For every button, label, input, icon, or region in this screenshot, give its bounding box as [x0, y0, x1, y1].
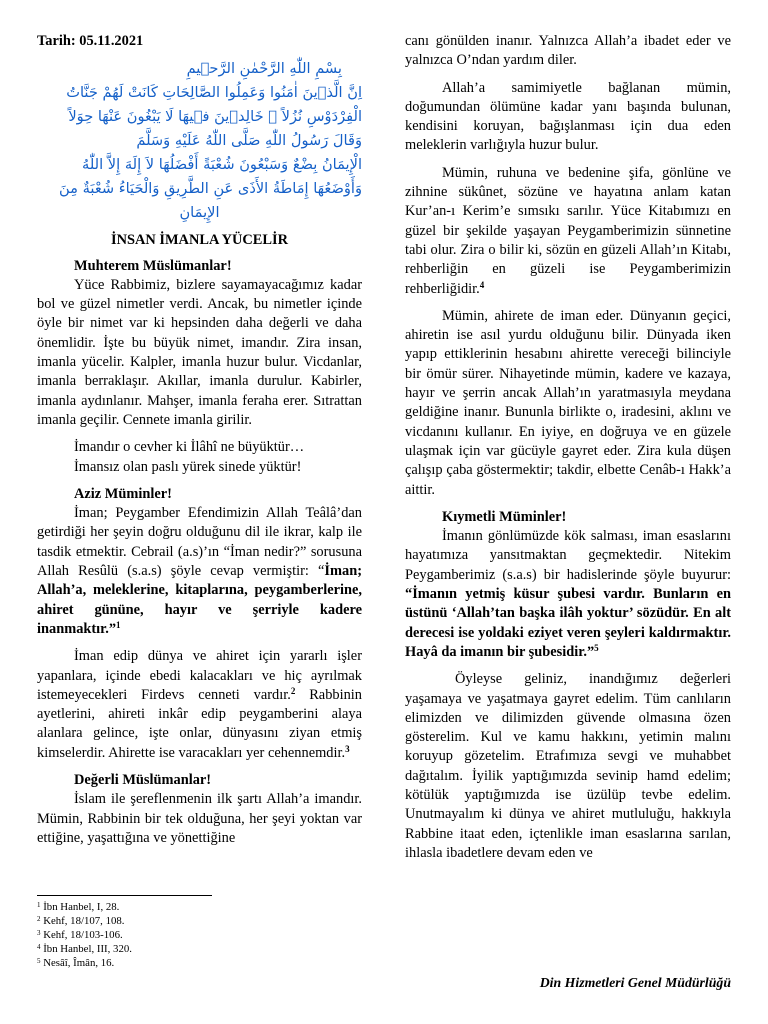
footnote: [37, 928, 237, 942]
paragraph-text: Rabbinin ayetlerini, ahireti inkâr edip peygamberini alaya alanlara gelince, işte onlar, dünyasını ziyan etmiş kimselerdir. Ahirette ise varacakları yer cehennemdir.: [37, 686, 362, 761]
footnote: [37, 914, 237, 928]
hadith-quote: İman; Allah’a, meleklerine, kitaplarına, peygamberlerine, ahiret gününe, hayır ve şerriyle kadere inanmaktır.: [37, 563, 362, 637]
footnote-ref: 5: [594, 642, 599, 653]
paragraph-text: İman; Peygamber Efendimizin Allah Teâlâ’dan getirdiği her şeyin doğru olduğunu dil ile ikrar, kalp ile tasdik etmektir. Cebrail (a.s)’ın “İman nedir?” sorusuna Allah Resûlü (s.a.s) şöyle cevap vermiştir: “: [37, 505, 362, 580]
quote-close: ”: [108, 620, 117, 637]
footnote: [37, 942, 237, 956]
paragraph: Mümin, ahirete de iman eder. Dünyanın geçici, ahiretin ise asıl yurdu olduğunu bilir. Dünyada iken yapıp ettiklerinin hesabını ahirette vereceği bilinciyle bir ömür sürer. Nihayetinde mümin, kadere ve kazaya, hayır ve şerrin ancak Allah’ın yaratmasıyla meydana geldiğine inanır. Bununla birlikte o, iradesini, aklını ve vicdanını kullanır. En iyiye, en doğruya ve en güzele ulaşmak için var gücüyle gayret eder. Zira kula düşen çalışıp çaba göstermektir; takdir, elbette Cenâb-ı Hakk’a aittir.: [405, 307, 731, 498]
footnote-ref: 2: [290, 685, 296, 696]
arabic-verse-block: [37, 57, 362, 225]
paragraph: İslam ile şereflenmenin ilk şartı Allah’a imandır. Mümin, Rabbinin bir tek olduğuna, her şeyi yoktan var ettiğine, yaşattığına ve yönettiğine: [37, 791, 362, 846]
paragraph-text: İman edip dünya ve ahiret için yararlı işler yapanlara, içinde ebedi kalacakları ve hiç ayrılmak istemeyecekleri Firdevs cenneti vardır.: [37, 648, 362, 703]
sermon-title: İNSAN İMANLA YÜCELİR: [111, 232, 288, 249]
footnote-divider: [37, 895, 212, 896]
arabic-line: بِسْمِ اللّٰهِ الرَّحْمٰنِ الرَّح۪يمِ: [186, 60, 342, 78]
section-heading: Değerli Müslümanlar!: [74, 772, 212, 789]
paragraph: Yüce Rabbimiz, bizlere sayamayacağımız kadar bol ve güzel nimetler verdi. Ancak, bu nimetler içinde öyle bir nimet var ki hepsinden daha değerli ve daha önemlidir. İşte bu büyük nimet, imandır. Zira insan, imanla yücelir. Kalpler, imanla huzur bulur. Vicdanlar, imanla berraklaşır. Akıllar, imanla durulur. Kabirler, imanla aydınlanır. Mahşer, imanla feraha erer. Sıtrattan imanla geçilir. Cennete imanla girilir.: [37, 276, 362, 428]
poem-line: İmandır o cevher ki İlâhî ne büyüktür…: [74, 439, 305, 456]
paragraph: Allah’a samimiyetle bağlanan mümin, doğumundan ölümüne kadar yanı başında bulunan, kendisini koruyan, bağışlanması için dua eden meleklerin varlığıyla huzur bulur.: [405, 79, 731, 154]
footnote-ref: 4: [479, 279, 485, 290]
footnote-number: 5: [37, 957, 41, 965]
left-column: [37, 32, 362, 856]
footnote-text: İbn Hanbel, I, 28.: [40, 901, 120, 913]
footnote-ref: 1: [116, 619, 121, 630]
paragraph: [405, 164, 731, 299]
footnote-text: Kehf, 18/107, 108.: [40, 915, 125, 927]
arabic-line: الْفِرْدَوْسِ نُزُلاً ۙ خَالِد۪ينَ ف۪يهَا لَا يَبْغُونَ عَنْهَا حِوَلاً: [68, 108, 362, 126]
paragraph: [405, 527, 731, 662]
footnote-number: 2: [37, 915, 41, 923]
right-column: [405, 32, 731, 871]
paragraph-text: Mümin, ruhuna ve bedenine şifa, gönlüne ve zihnine sükûnet, sözüne ve hayatına anlam katan Kur’an-ı Kerim’e sımsıkı sarılır. Yüce Kitabımızı en güzel bir şekilde yaşayan Peygamberimizin sünnetine tabi olur. Zira o bilir ki, sözün en güzeli Allah’ın Kitabı, rehberliğin en güzeli ise Peygamberimizin rehberliğidir.: [405, 164, 731, 297]
footnote-ref: 3: [345, 743, 350, 754]
arabic-line: الْإِيمَانُ بِضْعٌ وَسَبْعُونَ شُعْبَةً أَفْضَلُهَا لاَ إِلَهَ إِلاَّ اللّٰهُ: [82, 156, 362, 174]
paragraph: [37, 647, 362, 763]
footnote-number: 4: [37, 943, 41, 951]
paragraph: canı gönülden inanır. Yalnızca Allah’a ibadet eder ve yalnızca O’ndan yardım diler.: [405, 33, 731, 69]
footnote-text: Kehf, 18/103-106.: [40, 929, 123, 941]
arabic-line: وَقَالَ رَسُولُ اللّٰهِ صَلَّى اللّٰهُ عَلَيْهِ وَسَلَّمَ: [136, 132, 362, 150]
arabic-line: اِنَّ الَّذ۪ينَ اٰمَنُوا وَعَمِلُوا الصَّالِحَاتِ كَانَتْ لَهُمْ جَنَّاتُ: [66, 84, 362, 102]
arabic-line: وَأَوْضَعُهَا إِمَاطَةُ الأَذَى عَنِ الطَّرِيقِ وَالْحَيَاءُ شُعْبَةٌ مِنَ: [59, 180, 362, 198]
hadith-quote: “İmanın yetmiş küsur şubesi vardır. Bunların en üstünü ‘Allah’tan başka ilâh yoktur’ sözüdür. En alt derecesi ise yoldaki eziyet veren şeyleri kaldırmaktır. Hayâ da imanın bir şubesidir.”: [405, 586, 731, 660]
footnotes: [37, 895, 237, 970]
arabic-line: الإِيمَانِ: [179, 204, 220, 222]
document-date: Tarih: 05.11.2021: [37, 33, 144, 49]
publisher-footer: Din Hizmetleri Genel Müdürlüğü: [539, 975, 731, 990]
footnote-text: Nesâî, Îmân, 16.: [40, 957, 115, 969]
section-heading: Kıymetli Müminler!: [442, 508, 567, 525]
paragraph: Öyleyse geliniz, inandığımız değerleri yaşamaya ve yaşatmaya gayret edelim. Tüm canlıların elimizden ve dilimizden güvende olmasına özen gösterelim. Kul ve kamu hakkını, yetimin malını koruyup gözetelim. Etrafımıza sevgi ve muhabbet dağıtalım. İyilik yaptığımızda sevinip hamd edelim; kötülük yaptığımızda ise üzülüp tevbe edelim. Unutmayalım ki dünya ve ahiret mutluluğu, hakkıyla Rabbine itaat eden, içtenlikle iman esaslarına sarılan, ihlasla ibadetlere devam eden ve: [405, 671, 731, 861]
footnote-number: 3: [37, 929, 41, 937]
footnote-number: 1: [37, 901, 41, 909]
footnote: [37, 956, 237, 970]
section-heading: Muhterem Müslümanlar!: [74, 257, 232, 274]
poem: [37, 438, 362, 477]
footnote-text: İbn Hanbel, III, 320.: [40, 943, 132, 955]
footnote: [37, 900, 237, 914]
poem-line: İmansız olan paslı yürek sinede yüktür!: [74, 458, 302, 475]
section-heading: Aziz Müminler!: [74, 485, 172, 502]
paragraph: [37, 504, 362, 639]
paragraph-text: İmanın gönlümüzde kök salması, iman esaslarını hayatımıza yansıtmaktan geçmektedir. Nitekim Peygamberimiz (s.a.s) bir hadislerinde şöyle buyurur:: [405, 528, 731, 583]
